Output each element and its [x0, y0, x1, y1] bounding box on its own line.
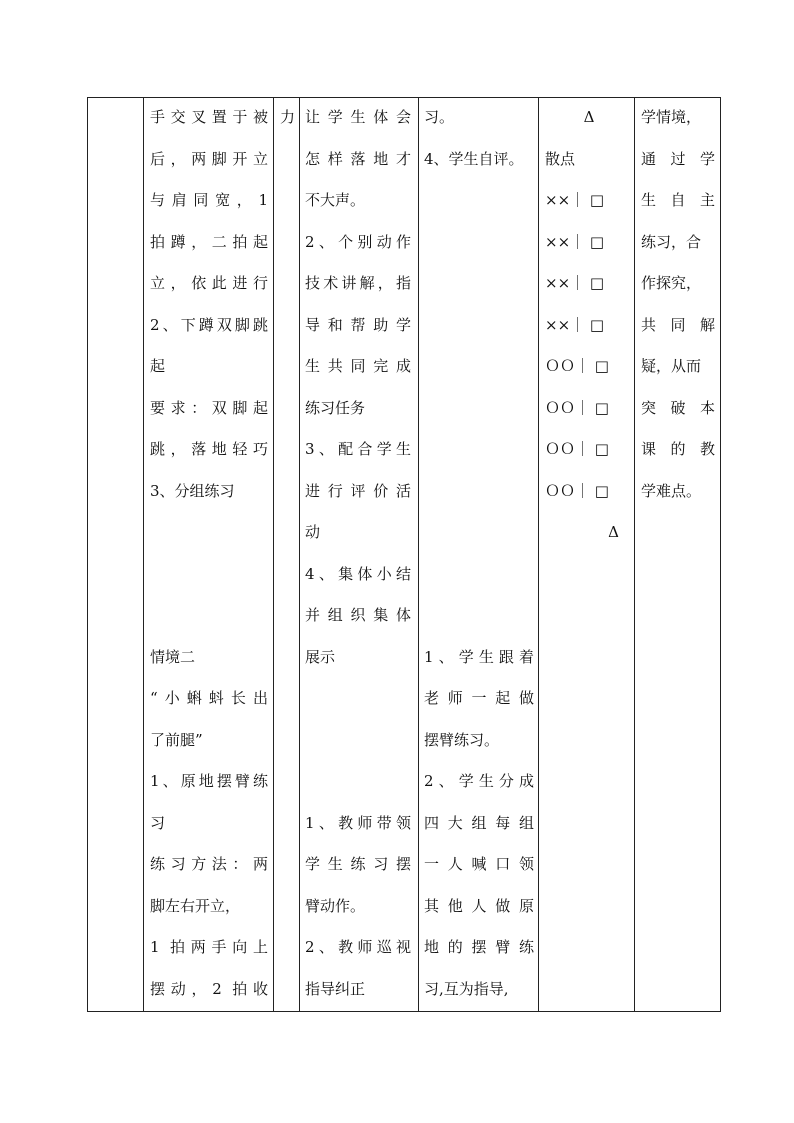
- intent-line: 突破本: [641, 398, 715, 417]
- content-line: 手交叉置于被: [150, 108, 268, 126]
- teacher-line: 让学生体会: [305, 108, 411, 126]
- formation-row: ××｜ □: [545, 315, 605, 334]
- teacher-line: [305, 678, 411, 720]
- content-line: 脚左右开立，: [150, 896, 241, 915]
- teacher-line: 2、教师巡视: [305, 938, 411, 956]
- content-line: [150, 512, 268, 554]
- narrow-line: 力: [280, 108, 296, 126]
- column-divider: [634, 97, 635, 1012]
- teacher-line: 1、教师带领: [305, 813, 411, 832]
- intent-line: 通过学: [641, 149, 715, 168]
- student-line: [424, 263, 534, 305]
- student-line: 习,互为指导,: [424, 979, 509, 998]
- student-line: [424, 305, 534, 347]
- teacher-position-icon: Δ: [583, 108, 595, 126]
- content-line: 1 拍两手向上: [150, 938, 268, 956]
- content-line: [150, 595, 268, 637]
- student-line: [424, 429, 534, 471]
- teacher-column: [305, 97, 411, 1012]
- intent-column: [641, 97, 715, 1012]
- student-line: 4、学生自评。: [424, 149, 524, 168]
- content-line: 练习方法：两: [150, 855, 268, 873]
- student-line: [424, 595, 534, 637]
- teacher-line: 4、集体小结: [305, 564, 411, 583]
- student-line: [424, 222, 534, 264]
- content-line: [150, 554, 268, 596]
- column-divider: [418, 97, 419, 1012]
- content-line: 情境二: [150, 647, 196, 666]
- student-line: 其他人做原: [424, 896, 534, 915]
- content-line: 后，两脚开立: [150, 149, 268, 168]
- formation-row: ＯＯ｜ □: [545, 357, 609, 375]
- narrow-column: [280, 97, 300, 1012]
- teacher-line: 学生练习摆: [305, 855, 411, 873]
- student-line: [424, 388, 534, 430]
- student-line: [424, 512, 534, 554]
- teacher-line: 不大声。: [305, 191, 366, 209]
- intent-line: 疑，从而: [641, 357, 702, 375]
- teacher-line: 练习任务: [305, 398, 366, 417]
- student-line: [424, 554, 534, 596]
- teacher-line: 2、个别动作: [305, 232, 411, 251]
- content-line: 立，依此进行: [150, 274, 268, 292]
- intent-line: 作探究，: [641, 274, 702, 292]
- student-line: [424, 346, 534, 388]
- student-column: [424, 97, 534, 1012]
- student-line: 地的摆臂练: [424, 938, 534, 956]
- content-line: 拍蹲，二拍起: [150, 232, 268, 251]
- formation-row: ＯＯ｜ □: [545, 481, 609, 500]
- student-line: 摆臂练习。: [424, 730, 500, 749]
- content-line: 3、分组练习: [150, 481, 235, 500]
- content-column: [150, 97, 268, 1012]
- student-line: 1、学生跟着: [424, 647, 534, 666]
- content-line: “小蝌蚪长出: [150, 689, 268, 707]
- teacher-line: 臂动作。: [305, 896, 366, 915]
- teacher-line: 技术讲解，指: [305, 274, 411, 292]
- content-line: 了前腿”: [150, 730, 203, 749]
- student-line: 习。: [424, 108, 455, 126]
- content-line: 摆动，2 拍收: [150, 979, 268, 998]
- content-line: 要求：双脚起: [150, 398, 268, 417]
- teacher-line: 指导纠正: [305, 979, 366, 998]
- content-line: 与肩同宽，1: [150, 191, 268, 209]
- teacher-line: 生共同完成: [305, 357, 411, 375]
- teacher-line: [305, 720, 411, 762]
- student-line: 一人喊口领: [424, 855, 534, 873]
- teacher-line: 展示: [305, 647, 336, 666]
- formation-row: ××｜ □: [545, 274, 605, 292]
- formation-row: ××｜ □: [545, 191, 605, 209]
- intent-line: 学难点。: [641, 481, 702, 500]
- student-line: 2、学生分成: [424, 772, 534, 790]
- teacher-line: 3、配合学生: [305, 440, 411, 458]
- organization-column: [545, 97, 629, 1012]
- column-divider: [273, 97, 274, 1012]
- student-line: 老师一起做: [424, 689, 534, 707]
- content-line: 1、原地摆臂练: [150, 772, 268, 790]
- teacher-line: 动: [305, 523, 321, 541]
- teacher-line: 导和帮助学: [305, 315, 411, 334]
- content-line: 2、下蹲双脚跳: [150, 315, 268, 334]
- intent-line: 学情境，: [641, 108, 702, 126]
- teacher-line: 进行评价活: [305, 481, 411, 500]
- content-line: 起: [150, 357, 166, 375]
- intent-line: 生自主: [641, 191, 715, 209]
- formation-row: ××｜ □: [545, 232, 605, 251]
- formation-row: ＯＯ｜ □: [545, 440, 609, 458]
- student-line: [424, 180, 534, 222]
- content-line: 习: [150, 813, 166, 832]
- student-line: [424, 471, 534, 513]
- content-line: 跳，落地轻巧: [150, 440, 268, 458]
- intent-line: 共同解: [641, 315, 715, 334]
- formation-row: ＯＯ｜ □: [545, 398, 609, 417]
- teacher-position-icon: Δ: [608, 523, 619, 541]
- column-divider: [143, 97, 144, 1012]
- column-divider: [538, 97, 539, 1012]
- teacher-line: 怎样落地才: [305, 149, 411, 168]
- teacher-line: 并组织集体: [305, 606, 411, 624]
- teacher-line: [305, 761, 411, 803]
- intent-line: 课的教: [641, 440, 715, 458]
- formation-label: 散点: [545, 149, 576, 168]
- student-line: 四大组每组: [424, 813, 534, 832]
- intent-line: 练习，合: [641, 232, 702, 251]
